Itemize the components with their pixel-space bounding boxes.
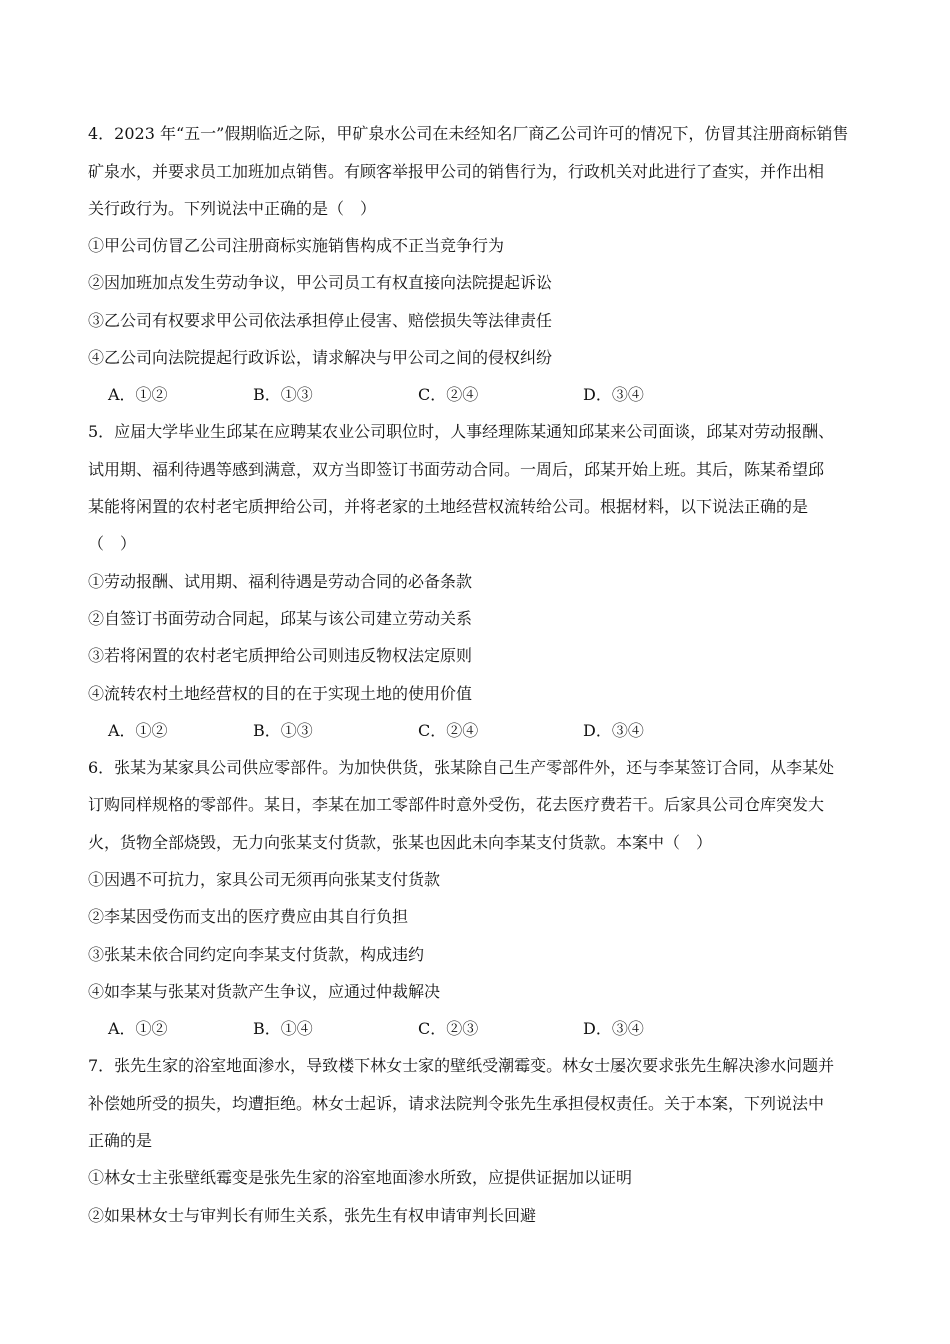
option-b[interactable]: B．①④	[253, 1019, 313, 1038]
question-6-item-4: ④如李某与张某对货款产生争议，应通过仲裁解决	[88, 982, 441, 1001]
question-5-stem-line-2: 试用期、福利待遇等感到满意，双方当即签订书面劳动合同。一周后，邱某开始上班。其后，陈某希望邱	[88, 460, 825, 479]
question-5-stem-line-4: （ ）	[88, 534, 137, 553]
option-d[interactable]: D．③④	[583, 385, 644, 404]
question-7-stem-line-3: 正确的是	[88, 1131, 153, 1150]
option-c[interactable]: C．②④	[418, 385, 479, 404]
question-5-stem-line-1: 5．应届大学毕业生邱某在应聘某农业公司职位时，人事经理陈某通知邱某来公司面谈，邱某对劳动报酬、	[88, 422, 835, 441]
question-5-options	[108, 720, 808, 742]
question-4-item-3: ③乙公司有权要求甲公司依法承担停止侵害、赔偿损失等法律责任	[88, 311, 553, 330]
option-c[interactable]: C．②④	[418, 721, 479, 740]
question-6-stem-line-2: 订购同样规格的零部件。某日，李某在加工零部件时意外受伤，花去医疗费若干。后家具公司仓库突发大	[88, 795, 825, 814]
question-7-stem-line-2: 补偿她所受的损失，均遭拒绝。林女士起诉，请求法院判令张先生承担侵权责任。关于本案，下列说法中	[88, 1094, 825, 1113]
question-6-stem-line-3: 火，货物全部烧毁，无力向张某支付货款，张某也因此未向李某支付货款。本案中（ ）	[88, 833, 713, 852]
question-6-item-2: ②李某因受伤而支出的医疗费应由其自行负担	[88, 907, 409, 926]
question-5-item-1: ①劳动报酬、试用期、福利待遇是劳动合同的必备条款	[88, 572, 473, 591]
option-c[interactable]: C．②③	[418, 1019, 479, 1038]
question-5-item-3: ③若将闲置的农村老宅质押给公司则违反物权法定原则	[88, 646, 473, 665]
question-4-stem-line-2: 矿泉水，并要求员工加班加点销售。有顾客举报甲公司的销售行为，行政机关对此进行了查实，并作出相	[88, 162, 825, 181]
question-4-item-4: ④乙公司向法院提起行政诉讼，请求解决与甲公司之间的侵权纠纷	[88, 348, 553, 367]
question-4-item-2: ②因加班加点发生劳动争议，甲公司员工有权直接向法院提起诉讼	[88, 273, 553, 292]
question-7-stem-line-1: 7．张先生家的浴室地面渗水，导致楼下林女士家的壁纸受潮霉变。林女士屡次要求张先生解决渗水问题并	[88, 1056, 835, 1075]
question-4-stem-line-1: 4．2023 年“五一”假期临近之际，甲矿泉水公司在未经知名厂商乙公司许可的情况下，仿冒其注册商标销售	[88, 124, 849, 143]
question-7-item-2: ②如果林女士与审判长有师生关系，张先生有权申请审判长回避	[88, 1206, 537, 1225]
question-5-item-4: ④流转农村土地经营权的目的在于实现土地的使用价值	[88, 684, 473, 703]
option-d[interactable]: D．③④	[583, 1019, 644, 1038]
question-6-stem-line-1: 6．张某为某家具公司供应零部件。为加快供货，张某除自己生产零部件外，还与李某签订合同，从李某处	[88, 758, 835, 777]
question-4-options	[108, 384, 808, 406]
option-d[interactable]: D．③④	[583, 721, 644, 740]
option-a[interactable]: A．①②	[108, 1019, 168, 1038]
question-6-item-1: ①因遇不可抗力，家具公司无须再向张某支付货款	[88, 870, 441, 889]
question-5-item-2: ②自签订书面劳动合同起，邱某与该公司建立劳动关系	[88, 609, 473, 628]
question-4-stem-line-3: 关行政行为。下列说法中正确的是（ ）	[88, 199, 377, 218]
question-4-item-1: ①甲公司仿冒乙公司注册商标实施销售构成不正当竞争行为	[88, 236, 505, 255]
option-a[interactable]: A．①②	[108, 385, 168, 404]
question-7-item-1: ①林女士主张壁纸霉变是张先生家的浴室地面渗水所致，应提供证据加以证明	[88, 1168, 633, 1187]
option-b[interactable]: B．①③	[253, 721, 313, 740]
question-6-item-3: ③张某未依合同约定向李某支付货款，构成违约	[88, 945, 425, 964]
option-a[interactable]: A．①②	[108, 721, 168, 740]
question-5-stem-line-3: 某能将闲置的农村老宅质押给公司，并将老家的土地经营权流转给公司。根据材料，以下说法正确的是	[88, 497, 809, 516]
question-6-options	[108, 1018, 808, 1040]
option-b[interactable]: B．①③	[253, 385, 313, 404]
